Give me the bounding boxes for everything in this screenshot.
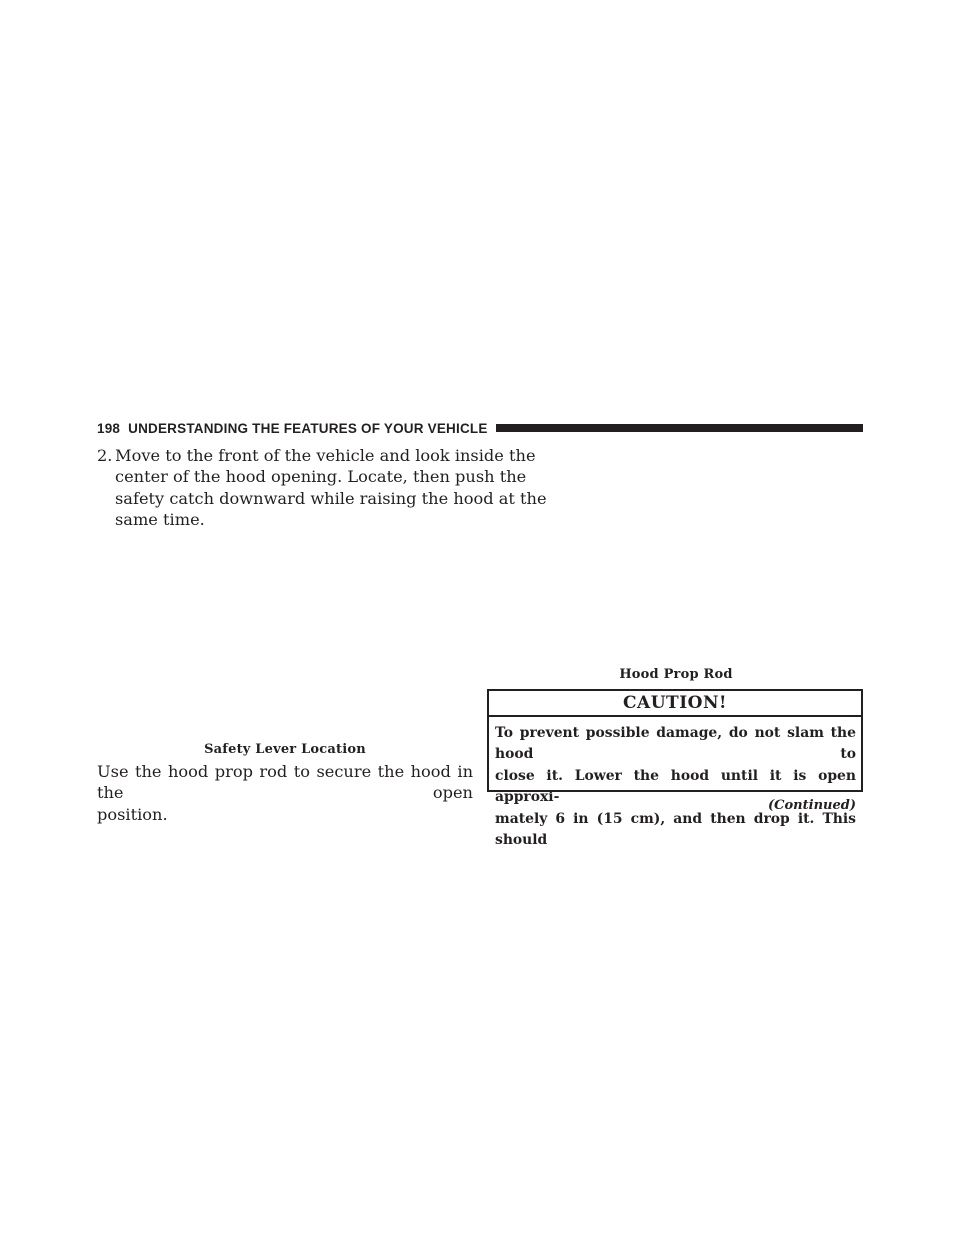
continued-label: (Continued) (768, 798, 856, 813)
step-2 (97, 445, 547, 531)
page-header (97, 418, 863, 438)
caution-body (489, 717, 861, 851)
caution-title: CAUTION! (489, 691, 861, 717)
header-rule (496, 424, 863, 432)
safety-lever-figure (97, 540, 473, 735)
step-number: 2. (97, 446, 113, 465)
safety-lever-caption: Safety Lever Location (204, 742, 366, 757)
caution-line-1: To prevent possible damage, do not slam the hood to (495, 725, 856, 763)
step-line-4: same time. (115, 510, 205, 530)
step-line-3: safety catch downward while raising the hood at the (115, 488, 547, 508)
paragraph-line-2: position. (97, 804, 168, 824)
hood-prop-rod-figure (488, 440, 864, 662)
prop-rod-paragraph (97, 761, 473, 825)
caution-line-2: close it. Lower the hood until it is open approxi- (495, 767, 856, 806)
caution-line-3: mately 6 in (15 cm), and then drop it. This should (495, 810, 856, 849)
page-number: 198 (97, 420, 121, 436)
step-line-2: center of the hood opening. Locate, then push the (115, 467, 527, 487)
section-title: UNDERSTANDING THE FEATURES OF YOUR VEHICLE (128, 420, 488, 436)
step-line-1: Move to the front of the vehicle and look inside the (115, 446, 536, 465)
paragraph-line-1: Use the hood prop rod to secure the hood in the open (97, 762, 473, 803)
hood-prop-rod-caption: Hood Prop Rod (619, 667, 733, 682)
